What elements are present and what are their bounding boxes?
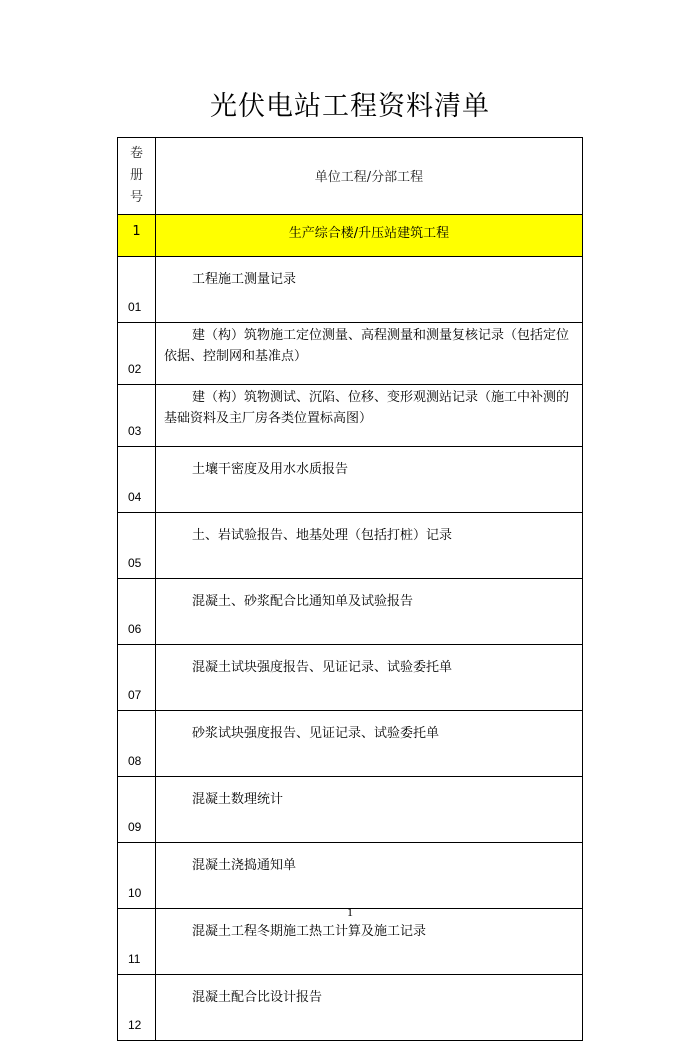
row-name: 混凝土工程冬期施工热工计算及施工记录 bbox=[156, 909, 583, 975]
row-name: 混凝土、砂浆配合比通知单及试验报告 bbox=[156, 579, 583, 645]
row-no: 11 bbox=[118, 909, 156, 975]
row-name: 混凝土数理统计 bbox=[156, 777, 583, 843]
table-row bbox=[118, 711, 583, 777]
table-row bbox=[118, 777, 583, 843]
section-no: 1 bbox=[118, 215, 156, 257]
table-row bbox=[118, 975, 583, 1041]
section-row bbox=[118, 215, 583, 257]
table-row bbox=[118, 447, 583, 513]
row-no: 08 bbox=[118, 711, 156, 777]
header-unit-project: 单位工程/分部工程 bbox=[156, 138, 583, 215]
table-row bbox=[118, 257, 583, 323]
row-name: 建（构）筑物测试、沉陷、位移、变形观测站记录（施工中补测的基础资料及主厂房各类位置标高图） bbox=[156, 385, 583, 447]
row-no: 02 bbox=[118, 323, 156, 385]
row-no: 01 bbox=[118, 257, 156, 323]
header-volume-no-text: 卷册号 bbox=[129, 146, 143, 205]
row-no: 03 bbox=[118, 385, 156, 447]
row-no: 04 bbox=[118, 447, 156, 513]
row-name: 工程施工测量记录 bbox=[156, 257, 583, 323]
table-row bbox=[118, 323, 583, 385]
row-name: 建（构）筑物施工定位测量、高程测量和测量复核记录（包括定位依据、控制网和基准点） bbox=[156, 323, 583, 385]
page-number: 1 bbox=[347, 905, 353, 919]
row-name: 混凝土浇捣通知单 bbox=[156, 843, 583, 909]
row-name: 砂浆试块强度报告、见证记录、试验委托单 bbox=[156, 711, 583, 777]
row-no: 10 bbox=[118, 843, 156, 909]
row-no: 12 bbox=[118, 975, 156, 1041]
table-row bbox=[118, 843, 583, 909]
row-name: 混凝土配合比设计报告 bbox=[156, 975, 583, 1041]
row-name: 混凝土试块强度报告、见证记录、试验委托单 bbox=[156, 645, 583, 711]
table-row bbox=[118, 385, 583, 447]
row-no: 06 bbox=[118, 579, 156, 645]
section-name: 生产综合楼/升压站建筑工程 bbox=[156, 215, 583, 257]
row-no: 09 bbox=[118, 777, 156, 843]
row-name: 土、岩试验报告、地基处理（包括打桩）记录 bbox=[156, 513, 583, 579]
table-row bbox=[118, 579, 583, 645]
table-row bbox=[118, 645, 583, 711]
page-title: 光伏电站工程资料清单 bbox=[210, 91, 490, 122]
row-no: 05 bbox=[118, 513, 156, 579]
header-volume-no bbox=[118, 138, 156, 215]
row-name: 土壤干密度及用水水质报告 bbox=[156, 447, 583, 513]
table-row bbox=[118, 513, 583, 579]
table-header-row bbox=[118, 138, 583, 215]
row-no: 07 bbox=[118, 645, 156, 711]
